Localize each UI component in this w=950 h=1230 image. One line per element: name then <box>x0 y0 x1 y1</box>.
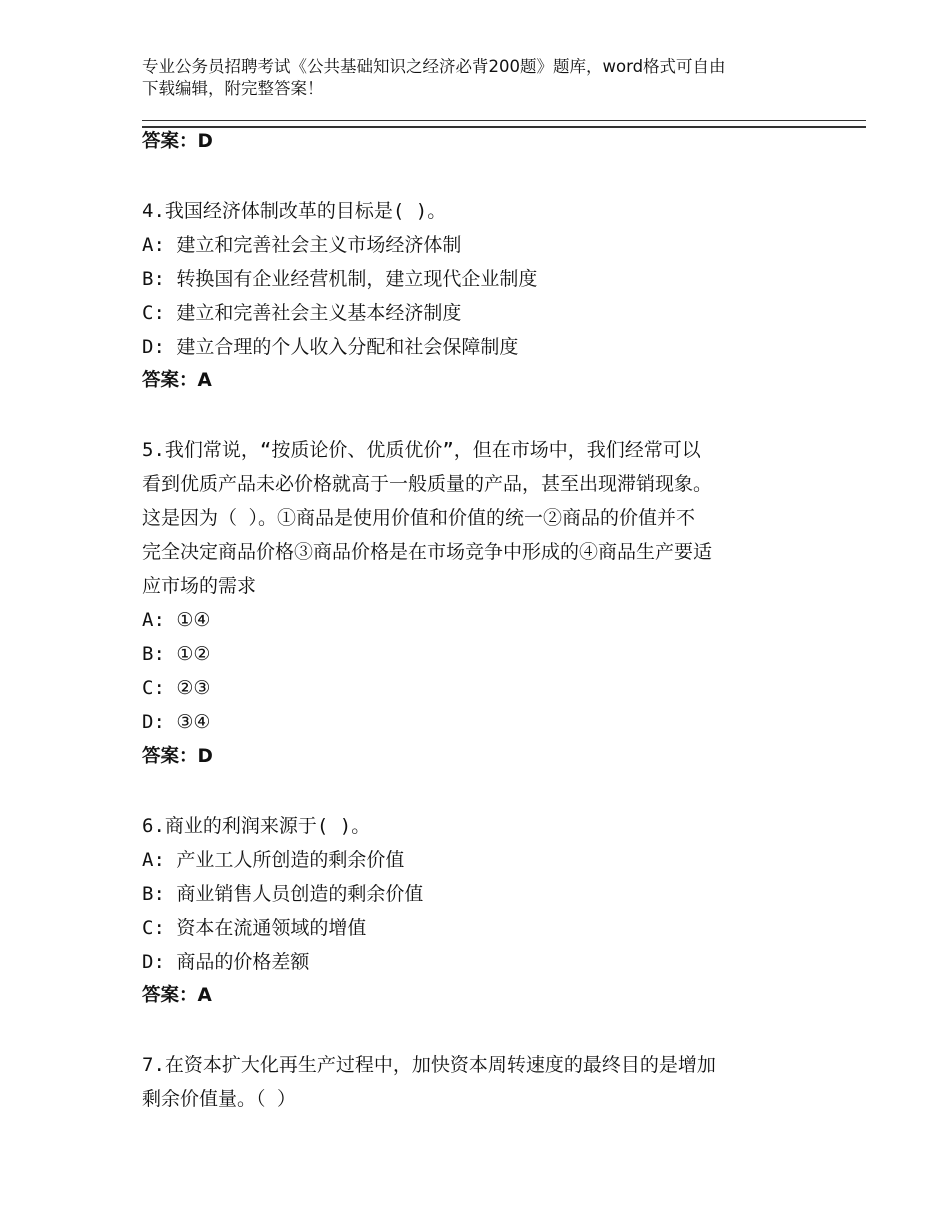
question-6-option-c: C: 资本在流通领域的增值 <box>142 917 367 939</box>
question-6-option-d: D: 商品的价格差额 <box>142 951 310 973</box>
header-line-2: 下载编辑，附完整答案！ <box>142 79 324 98</box>
question-6-answer: 答案：A <box>142 985 212 1006</box>
question-6-stem: 6.商业的利润来源于( )。 <box>142 815 371 837</box>
question-4-option-c: C: 建立和完善社会主义基本经济制度 <box>142 302 462 324</box>
header-divider <box>142 120 866 128</box>
question-5-option-a: A: ①④ <box>142 609 211 631</box>
header-line-1: 专业公务员招聘考试《公共基础知识之经济必背200题》题库，word格式可自由 <box>142 57 726 76</box>
question-5-stem-line-4: 完全决定商品价格③商品价格是在市场竞争中形成的④商品生产要适 <box>142 541 713 563</box>
document-header <box>142 56 802 100</box>
question-5-option-c: C: ②③ <box>142 677 211 699</box>
question-5-answer: 答案：D <box>142 746 213 767</box>
question-6-option-b: B: 商业销售人员创造的剩余价值 <box>142 883 424 905</box>
question-5-option-d: D: ③④ <box>142 711 211 733</box>
answer-previous: 答案：D <box>142 131 213 152</box>
question-7-stem-line-1: 7.在资本扩大化再生产过程中，加快资本周转速度的最终目的是增加 <box>142 1054 716 1076</box>
question-5-stem-line-2: 看到优质产品未必价格就高于一般质量的产品，甚至出现滞销现象。 <box>142 473 713 495</box>
question-5-option-b: B: ①② <box>142 643 211 665</box>
question-4-option-b: B: 转换国有企业经营机制，建立现代企业制度 <box>142 268 538 290</box>
question-4-option-a: A: 建立和完善社会主义市场经济体制 <box>142 234 462 256</box>
question-4-stem: 4.我国经济体制改革的目标是( )。 <box>142 200 447 222</box>
question-4-option-d: D: 建立合理的个人收入分配和社会保障制度 <box>142 336 519 358</box>
question-4-answer: 答案：A <box>142 370 212 391</box>
question-6-option-a: A: 产业工人所创造的剩余价值 <box>142 849 405 871</box>
question-5-stem-line-5: 应市场的需求 <box>142 575 257 597</box>
question-5-stem-line-3: 这是因为（ ）。①商品是使用价值和价值的统一②商品的价值并不 <box>142 507 695 529</box>
question-7-stem-line-2: 剩余价值量。（ ） <box>142 1088 296 1110</box>
question-5-stem-line-1: 5.我们常说，“按质论价、优质优价”，但在市场中，我们经常可以 <box>142 439 701 461</box>
